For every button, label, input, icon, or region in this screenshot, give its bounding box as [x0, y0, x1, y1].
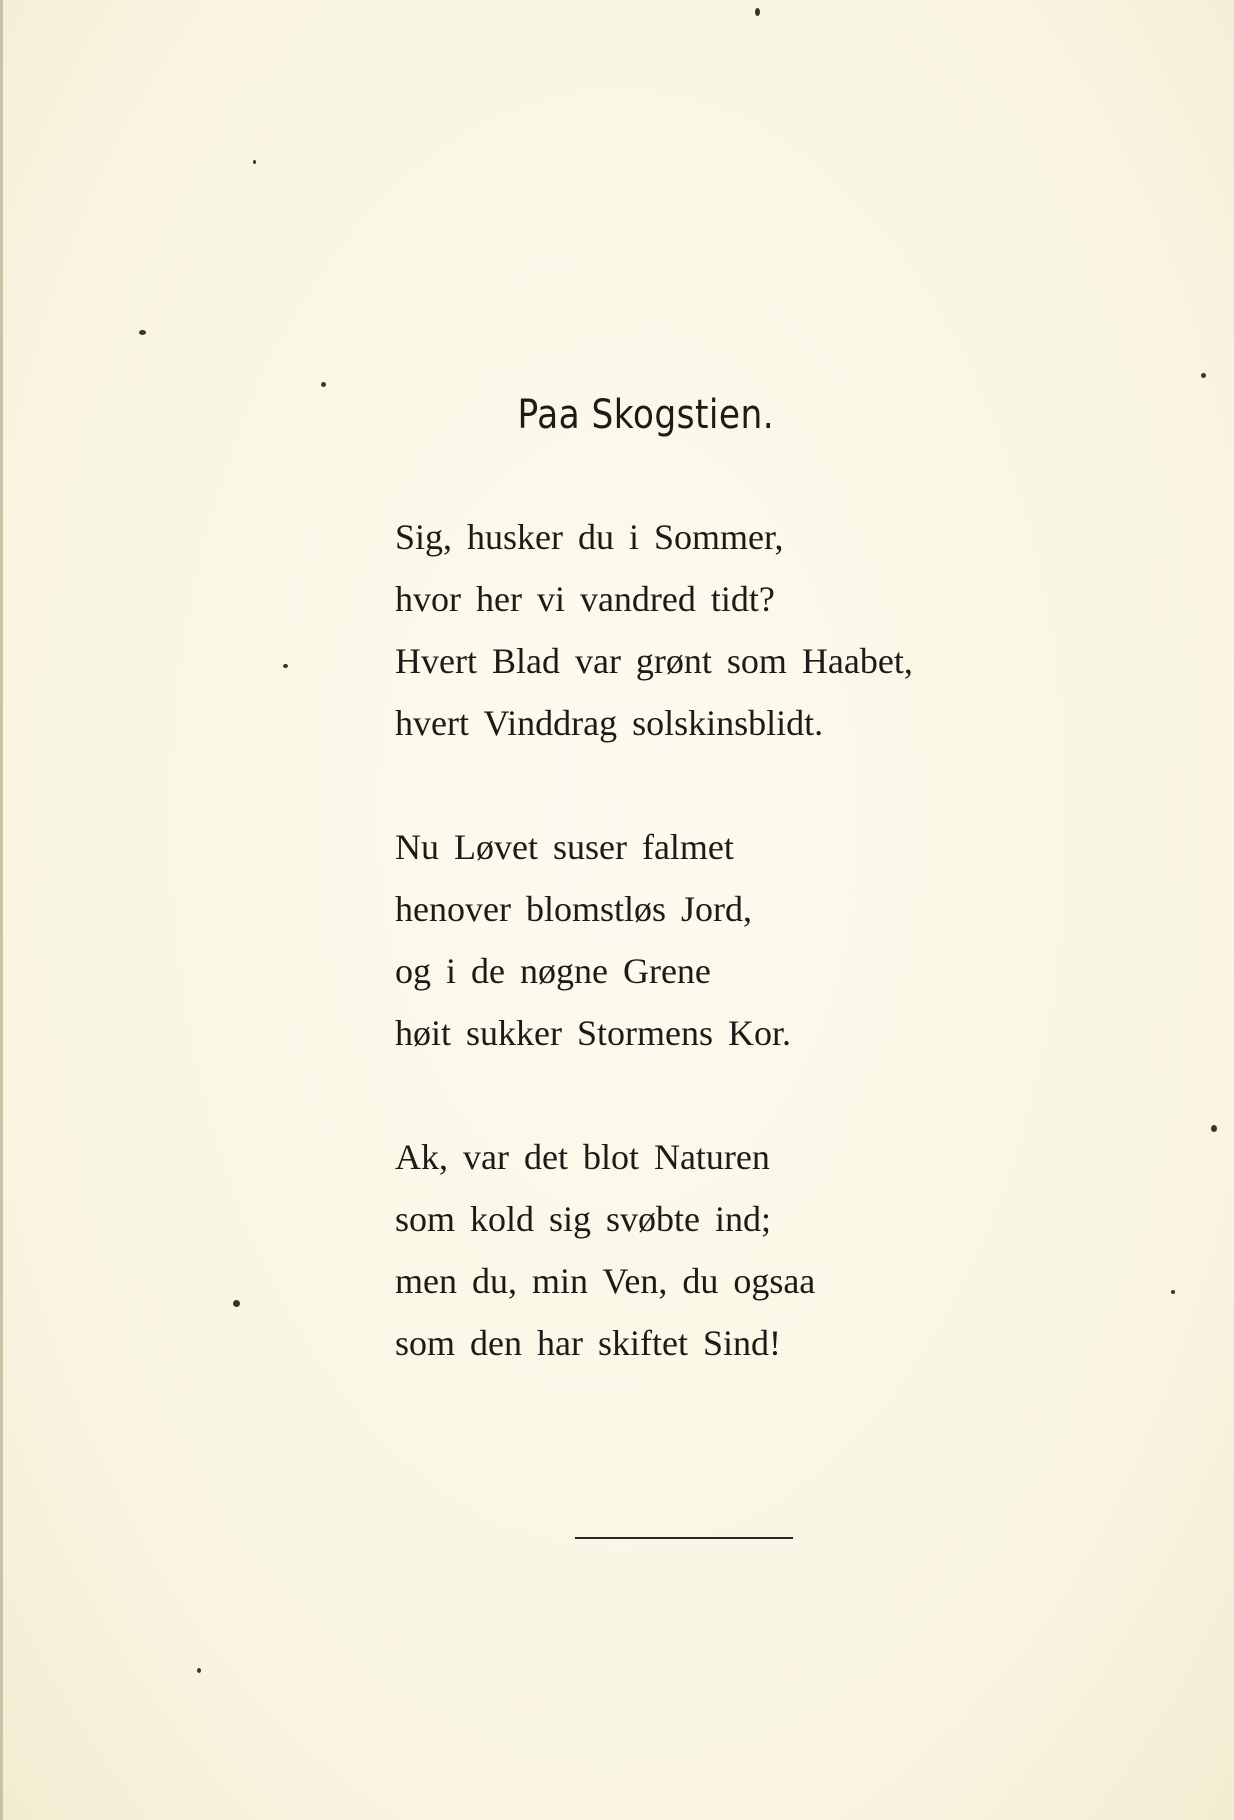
paper-speck [233, 1300, 240, 1307]
poem-line: og i de nøgne Grene [395, 951, 711, 991]
stanza-1 [395, 506, 913, 754]
paper-speck [321, 382, 326, 387]
poem-body [395, 506, 913, 1436]
poem-line: Hvert Blad var grønt som Haabet, [395, 641, 913, 681]
poem-line: som kold sig svøbte ind; [395, 1199, 772, 1239]
poem-line: Sig, husker du i Sommer, [395, 517, 784, 557]
paper-speck [755, 8, 760, 16]
paper-speck [283, 664, 288, 668]
poem-line: høit sukker Stormens Kor. [395, 1013, 791, 1053]
poem-line: hvor her vi vandred tidt? [395, 579, 775, 619]
end-rule-divider [575, 1537, 793, 1539]
poem-title: Paa Skogstien. [517, 392, 775, 438]
poem-line: hvert Vinddrag solskinsblidt. [395, 703, 824, 743]
paper-speck [253, 160, 256, 164]
poem-line: som den har skiftet Sind! [395, 1323, 781, 1363]
paper-speck [139, 330, 146, 335]
paper-speck [197, 1668, 201, 1673]
paper-speck [1211, 1125, 1217, 1132]
poem-line: men du, min Ven, du ogsaa [395, 1261, 816, 1301]
paper-speck [1171, 1290, 1175, 1294]
poem-line: Nu Løvet suser falmet [395, 827, 734, 867]
paper-speck [1201, 373, 1206, 378]
stanza-2 [395, 816, 913, 1064]
poem-line: henover blomstløs Jord, [395, 889, 752, 929]
poem-line: Ak, var det blot Naturen [395, 1137, 770, 1177]
stanza-3 [395, 1126, 913, 1374]
